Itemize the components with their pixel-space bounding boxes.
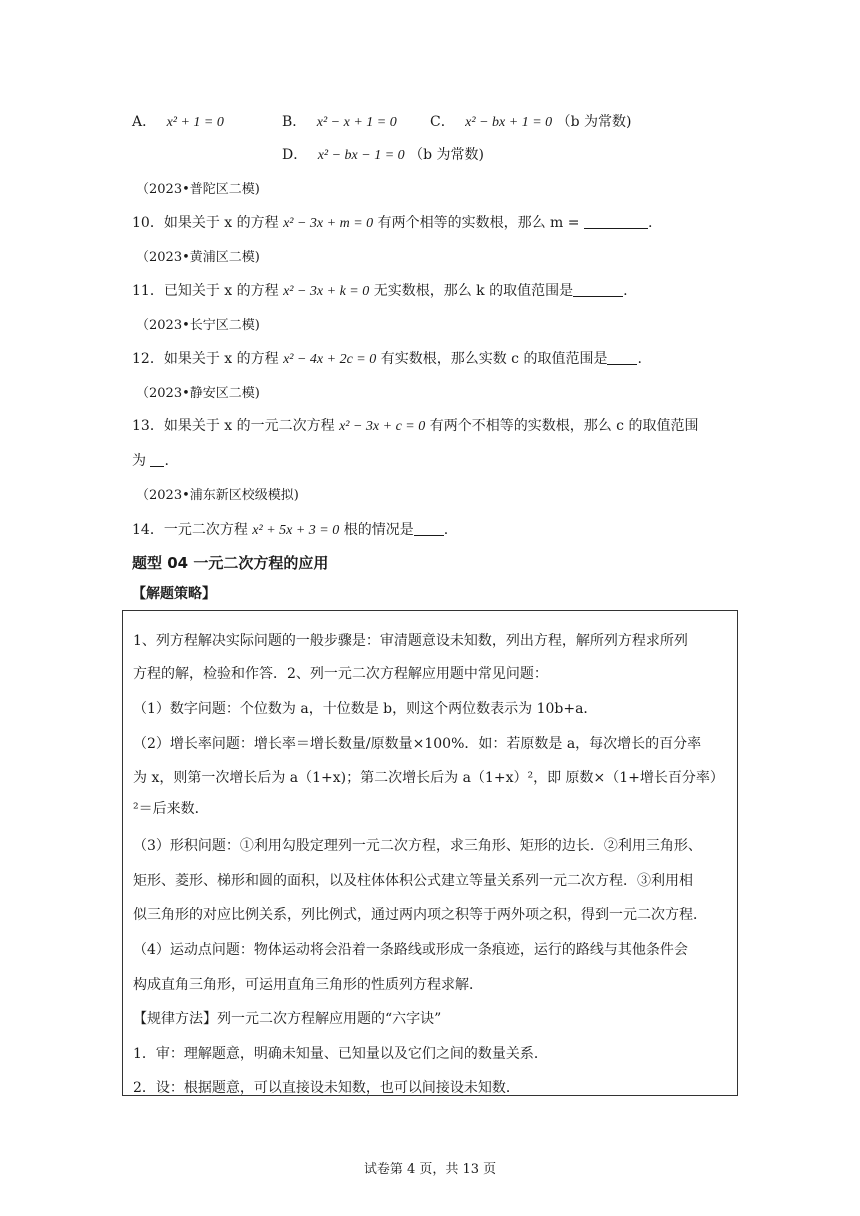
q11-source: （2023•黄浦区二模) (136, 250, 260, 265)
q10-source: （2023•普陀区二模) (136, 182, 260, 197)
question-11 (132, 281, 628, 302)
choice-b-label: B． (282, 114, 307, 130)
q13-answer-blank[interactable] (150, 452, 164, 467)
box-line: ²＝后来数． (133, 801, 209, 817)
q11-end: . (623, 283, 628, 299)
question-13-line2 (132, 451, 169, 471)
q13-number: 13． (132, 418, 164, 434)
choice-d-note: （b 为常数) (409, 147, 484, 163)
question-13 (132, 416, 698, 437)
box-line: 1．审：理解题意，明确未知量、已知量以及它们之间的数量关系． (133, 1046, 548, 1062)
q14-expr: x² + 5x + 3 = 0 (252, 523, 340, 538)
section-title: 题型 04 一元二次方程的应用 (132, 554, 329, 572)
q14-number: 14． (132, 522, 164, 538)
q12-source: （2023•长宁区二模) (136, 318, 260, 333)
q14-answer-blank[interactable] (414, 521, 444, 536)
q11-expr: x² − 3x + k = 0 (283, 284, 370, 299)
choice-c-note: （b 为常数) (556, 114, 632, 130)
choice-b (282, 112, 397, 133)
choice-d-label: D． (282, 147, 308, 163)
strategy-box (122, 610, 738, 1096)
q13-source: （2023•静安区二模) (136, 386, 260, 401)
choice-a-label: A． (132, 114, 157, 130)
question-14 (132, 520, 448, 541)
box-line: 构成直角三角形，可运用直角三角形的性质列方程求解． (133, 977, 483, 993)
q13-line2: 为 (132, 453, 151, 469)
q10-text-before: 如果关于 x 的方程 (163, 215, 284, 231)
q14-source: （2023•浦东新区校级模拟) (136, 488, 299, 503)
q10-text-after: 有两个相等的实数根，那么 m = (373, 215, 580, 231)
q13-text-after: 有两个不相等的实数根，那么 c 的取值范围 (425, 418, 699, 434)
q12-text-after: 有实数根，那么实数 c 的取值范围是 (376, 351, 608, 367)
q12-text-before: 如果关于 x 的方程 (163, 351, 284, 367)
q11-text-after: 无实数根，那么 k 的取值范围是 (369, 283, 574, 299)
q14-text-before: 一元二次方程 (163, 522, 253, 538)
page-footer: 试卷第 4 页，共 13 页 (363, 1162, 497, 1177)
q14-end: . (443, 522, 449, 538)
box-line: 似三角形的对应比例关系，列比例式，通过两内项之积等于两外项之积，得到一元二次方程． (133, 907, 707, 923)
q11-answer-blank[interactable] (573, 282, 623, 297)
strategy-label: 【解题策略】 (132, 586, 216, 602)
q11-text-before: 已知关于 x 的方程 (163, 283, 284, 299)
q12-end: . (637, 351, 642, 367)
q13-end: . (164, 453, 169, 469)
box-line: 2．设：根据题意，可以直接设未知数，也可以间接设未知数． (133, 1080, 520, 1096)
box-line: 方程的解，检验和作答．2、列一元二次方程解应用题中常见问题： (133, 666, 548, 682)
box-line: 矩形、菱形、梯形和圆的面积，以及柱体体积公式建立等量关系列一元二次方程．③利用相 (133, 873, 693, 889)
question-12 (132, 349, 642, 370)
box-line: 1、列方程解决实际问题的一般步骤是：审清题意设未知数，列出方程，解所列方程求所列 (133, 633, 688, 649)
q10-expr: x² − 3x + m = 0 (283, 216, 374, 231)
box-line: （4）运动点问题：物体运动将会沿着一条路线或形成一条痕迹，运行的路线与其他条件会 (133, 942, 688, 958)
box-line: 【规律方法】列一元二次方程解应用题的“六字诀” (133, 1011, 442, 1027)
box-line: （1）数字问题：个位数为 a，十位数是 b，则这个两位数表示为 10b+a． (133, 701, 598, 717)
q10-answer-blank[interactable] (584, 214, 648, 229)
choice-b-expr: x² − x + 1 = 0 (316, 115, 397, 130)
q12-number: 12． (132, 351, 164, 367)
choice-a-expr: x² + 1 = 0 (166, 115, 224, 130)
choice-c-label: C． (430, 114, 455, 130)
q11-number: 11． (132, 283, 164, 299)
q10-end: . (647, 215, 653, 231)
question-10 (132, 213, 652, 234)
q12-expr: x² − 4x + 2c = 0 (283, 352, 377, 367)
q13-text-before: 如果关于 x 的一元二次方程 (163, 418, 340, 434)
box-line: 为 x，则第一次增长后为 a（1+x)；第二次增长后为 a（1+x）²，即 原数×（1+增长百分率） (133, 770, 724, 786)
box-line: （2）增长率问题：增长率＝增长数量/原数量×100%．如：若原数是 a，每次增长的百分率 (133, 736, 702, 752)
q13-expr: x² − 3x + c = 0 (339, 419, 426, 434)
choice-c (430, 112, 631, 133)
q10-number: 10． (132, 215, 164, 231)
choice-d (282, 145, 484, 166)
q14-text-after: 根的情况是 (339, 522, 414, 538)
box-line: （3）形积问题：①利用勾股定理列一元二次方程，求三角形、矩形的边长．②利用三角形、 (133, 838, 702, 854)
choice-c-expr: x² − bx + 1 = 0 (465, 115, 553, 130)
choice-row-1 (132, 112, 224, 133)
choice-d-expr: x² − bx − 1 = 0 (317, 148, 405, 163)
q12-answer-blank[interactable] (607, 350, 637, 365)
